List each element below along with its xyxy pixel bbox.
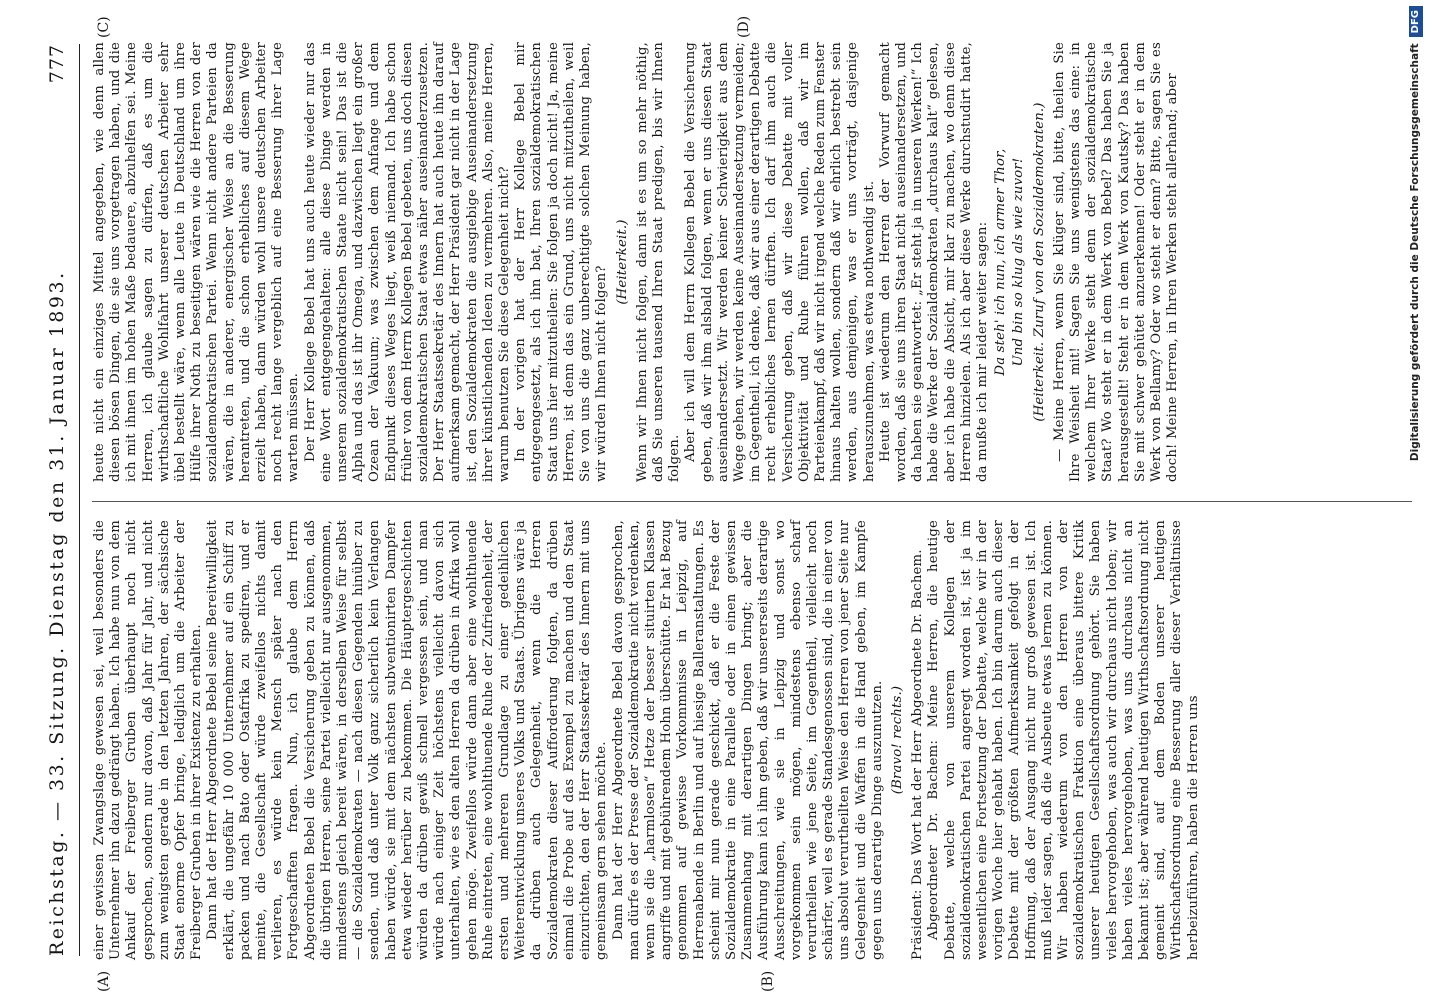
left-column [92, 520, 1420, 960]
page-header [40, 44, 80, 956]
page-number: 777 [46, 44, 68, 84]
right-column-paragraph: (Heiterkeit.) [614, 219, 630, 305]
left-column-paragraph: Präsident: Das Wort hat der Herr Abgeordnete Dr. Bachem. [910, 549, 926, 960]
left-column-paragraph: (Bravo! rechts.) [889, 685, 905, 795]
right-column-paragraph: Der Herr Kollege Bebel hat uns auch heute wieder nur das eine Wort entgegengehalten: alle diese Dinge werden in unserem sozialdemokratischen Staate nicht sein! Das ist die Alpha und das ist ihr Omega, und dazwischen liegt ein großer Ozean der Vakuum; was zwischen dem Anfange und dem Endpunkt dieses Weges liegt, weiß niemand. Ich habe schon früher von dem Herrn Kollegen Bebel gebeten, uns doch diesen sozialdemokratischen Staat etwas näher auseinanderzusetzen. Der Herr Staatssekretär des Innern hat auch heute ihn darauf aufmerksam gemacht, der Herr Präsident gar nicht in der Lage ist, den Sozialdemokraten die ausgiebige Auseinandersetzung ihrer künstlichenden Ideen zu vermehren. Also, meine Herren, warum benutzen Sie diese Gelegenheit nicht? [302, 42, 513, 482]
right-column-paragraph: Und bin so klug als wie zuvor! [1011, 157, 1027, 367]
right-column-paragraph: — Meine Herren, wenn Sie klüger sind, bitte, theilen Sie Ihre Weisheit mit! Sagen Sie uns wenigstens das eine: in welchem Ihrer Werke steht denn der sozialdemokratische Staat? Wo steht er in dem Werk von Bebel? Das haben Sie ja herausgestellt! Steht er in dem Werk von Kautsky? Das haben Sie mit schwer gehütet anzuerkennen! Oder steht er in dem Werk von Bellamy? Oder wo steht er denn? Bitte, sagen Sie es doch! Meine Herren, in Ihren Werken steht allerhand; aber [1051, 42, 1181, 482]
right-column-paragraph: Wenn wir Ihnen nicht folgen, dann ist es um so mehr nöthig, daß Sie unseren tausend Ihren Staat predigen, bis wir Ihnen folgen. [634, 42, 683, 482]
running-title: Reichstag. — 33. Sitzung. Dienstag den 31. Januar 1893. [46, 270, 68, 956]
header-rule [79, 44, 80, 956]
margin-mark-d: (D) [736, 15, 752, 38]
right-column-paragraph: heute nicht ein einziges Mittel angegeben, wie denn allen diesen bösen Dingen, die sie uns vorgetragen haben, und die ich mit ihnen im hohen Maße bedauere, abzuhelfen sei. Meine Herren, ich glaube sagen zu dürfen, daß es um die wirthschaftliche Wohlfahrt unserer deutschen Arbeiter sehr übel bestellt wäre, wenn alle Leute in Deutschland um ihre Hülfe ihrer Noth zu beseitigen wären wie die Herren von der sozialdemokratischen Partei. Wenn nicht andere Parteien da wären, die in anderer, energischer Weise an die Besserung herantreten, und die schon erhebliches auf diesem Wege erzielt haben, dann würden wohl unsere deutschen Arbeiter noch recht lange vergeblich auf eine Besserung ihrer Lage warten müssen. [92, 42, 302, 482]
right-column-paragraph: Aber ich will dem Herrn Kollegen Bebel die Versicherung geben, daß wir ihm alsbald folgen, wenn er uns diesen Staat auseinandersetzt. Wir werden keiner Schwierigkeit aus dem Wege gehen, wir werden keine Auseinandersetzung vermeiden; im Gegentheil, ich denke, daß wir aus einer derartigen Debatte recht erhebliches lernen dürften. Ich darf ihm auch die Versicherung geben, daß wir diese Debatte mit voller Objektivität und Ruhe führen wollen, daß wir im Parteienkampf, daß wir nicht irgend welche Reden zum Fenster hinaus halten wollen, sondern daß wir ehrlich bestrebt sein werden, aus demjenigen, was er uns vorträgt, dasjenige herauszunehmen, was etwa nothwendig ist. [683, 42, 877, 482]
left-column-paragraph: Abgeordneter Dr. Bachem: Meine Herren, die heutige Debatte, welche von unserem Kollegen der sozialdemokratischen Partei angeregt worden ist, ist ja im wesentlichen eine Fortsetzung der Debatte, welche wir in der vorigen Woche hier gehabt haben. Ich bin darum auch dieser Debatte mit der größten Aufmerksamkeit gefolgt in der Hoffnung, daß der Ausgang nicht nur groß gewesen ist. Ich muß leider sagen, daß die Ausbeute etwas lernen zu können. Wir haben wiederum von den Herren von der sozialdemokratischen Fraktion eine überaus bittere Kritik unserer heutigen Gesellschaftsordnung gehört. Sie haben vieles hervorgehoben, was auch wir durchaus nicht loben; wir haben vieles hervorgehoben, was uns durchaus nicht an bekannt ist; aber während heutigen Wirthschaftsordnung nicht gemeint sind, auf dem Boden unserer heutigen Wirthschaftsordnung eine Besserung aller dieser Verhältnisse herbeizuführen, haben die Herren uns [926, 520, 1201, 960]
right-column-paragraph: Heute ist wiederum den Herren der Vorwurf gemacht worden, daß sie uns ihren Staat nicht auseinandersetzen, und da haben sie geantwortet: „Er steht ja in unseren Werken!“ Ich habe die Werke der Sozialdemokraten „durchaus kalt“ gelesen, aber ich habe die Absicht, mir klar zu machen, wo denn diese Herren hinzielen. Als ich aber diese Werke durchstudirt hatte, da mußte ich mir leider weiter sagen: [877, 42, 990, 482]
margin-mark-b: (B) [760, 970, 776, 992]
margin-mark-c: (C) [96, 16, 112, 38]
left-column-paragraph: Dann hat der Herr Abgeordnete Bebel seine Bereitwilligkeit erklärt, die ungefähr 10 000 Unternehmer auf ein Schiff zu packen und nach Bato oder Ostafrika zu spediren, und er meinte, die Gesellschaft würde zweifellos nichts damit verlieren, es würde kein Mensch später nach den Fortgeschafften fragen. Nun, ich glaube dem Herrn Abgeordneten Bebel die Versicherung geben zu können, daß die übrigen Herren, seine Partei vielleicht nur ausgenommen, mindestens gleich bereit wären, in derselben Weise für selbst — die Sozialdemokraten — nach diesen Gegenden hinüber zu senden, und daß unter Volk ganz sicherlich kein Verlangen haben würde, sie mit dem nächsten subventionirten Dampfer etwa wieder herüber zu bekommen. Die Häuptergeschichten würden da drüben gewiß schnell vergessen sein, und man würde nach einiger Zeit höchstens vielleicht davon sich unterhalten, wie es den alten Herren da drüben in Afrika wohl gehen möge. Zweifellos würde dann aber eine wohlthuende Ruhe eintreten, eine wohlthuende Ruhe der Zufriedenheit, der ersten und mehreren Grundlage zu einer gedeihlichen Weiterentwicklung unseres Volks und Staats. Übrigens wäre ja da drüben auch Gelegenheit, wenn die Herren Sozialdemokraten dieser Aufforderung folgten, da drüben einmal die Probe auf das Exempel zu machen und den Staat einzurichten, den der Herr Staatssekretär des Innern mit uns gemeinsam gern sehen möchte. [205, 520, 610, 960]
dfg-note-text: Digitalisierung gefördert durch die Deutsche Forschungsgemeinschaft [1409, 43, 1421, 462]
dfg-note [1402, 6, 1428, 996]
margin-mark-a: (A) [96, 970, 112, 992]
dfg-logo: DFG [1409, 6, 1423, 37]
left-column-paragraph: einer gewissen Zwangslage gewesen sei, weil besonders die Unternehmer ihn dazu gedrängt haben. Ich habe nun von dem Ankauf der Freiberger Gruben überhaupt noch nicht gesprochen, sondern nur davon, daß Jahr für Jahr, und nicht zum wenigsten gerade in den letzten Jahren, der sächsische Staat enorme Opfer bringe, lediglich um die Arbeiter der Freiberger Gruben in ihrer Existenz zu erhalten. [92, 520, 205, 960]
right-column [92, 42, 1420, 482]
right-column-paragraph: Da steh' ich nun, ich armer Thor, [993, 148, 1009, 376]
left-column-paragraph: Dann hat der Herr Abgeordnete Bebel davon gesprochen, man dürfe es der Presse der Sozialdemokratie nicht verdenken, wenn sie die „harmlosen“ Hetze der besser situirten Klassen angriffe und mit gebührendem Hohn überschütte. Er hat Bezug genommen auf gewisse Vorkommnisse in Leipzig, auf Herrenabende in Berlin und auf hiesige Balleranstaltungen. Es scheint mir nun gerade geschickt, daß er die Feste der Sozialdemokratie in eine Parallele oder in einen gewissen Zusammenhang mit derartigen Dingen bringt; aber die Ausführung kann ich ihm geben, daß wir unsererseits derartige Ausschreitungen, wie sie in Leipzig und sonst wo vorgekommen sein mögen, mindestens ebenso scharf verurtheilen wie jene Seite, im Gegentheil, vielleicht noch schärfer, weil es gerade Standesgenossen sind, die in einer von uns absolut verurtheilten Weise den Herren von jener Seite nur Gelegenheit und die Waffen in die Hand geben, im Kampfe gegen uns derartige Dinge auszunutzen. [610, 520, 885, 960]
right-column-paragraph: (Heiterkeit. Zuruf von den Sozialdemokraten.) [1031, 102, 1047, 422]
right-column-paragraph: In der vorigen hat der Herr Kollege Bebel mir entgegengesetzt, als ich ihn bat, Ihren sozialdemokratischen Staat uns hier mitzutheilen: Sie folgen ja doch nicht! Ja, meine Herren, ist denn das ein Grund, uns nicht mitzutheilen, weil Sie von uns die ganz unberechtigte solchen Meinung haben, wir würden Ihnen nicht folgen? [513, 42, 610, 482]
dfg-side-note [1402, 6, 1428, 996]
column-divider [92, 501, 1412, 502]
